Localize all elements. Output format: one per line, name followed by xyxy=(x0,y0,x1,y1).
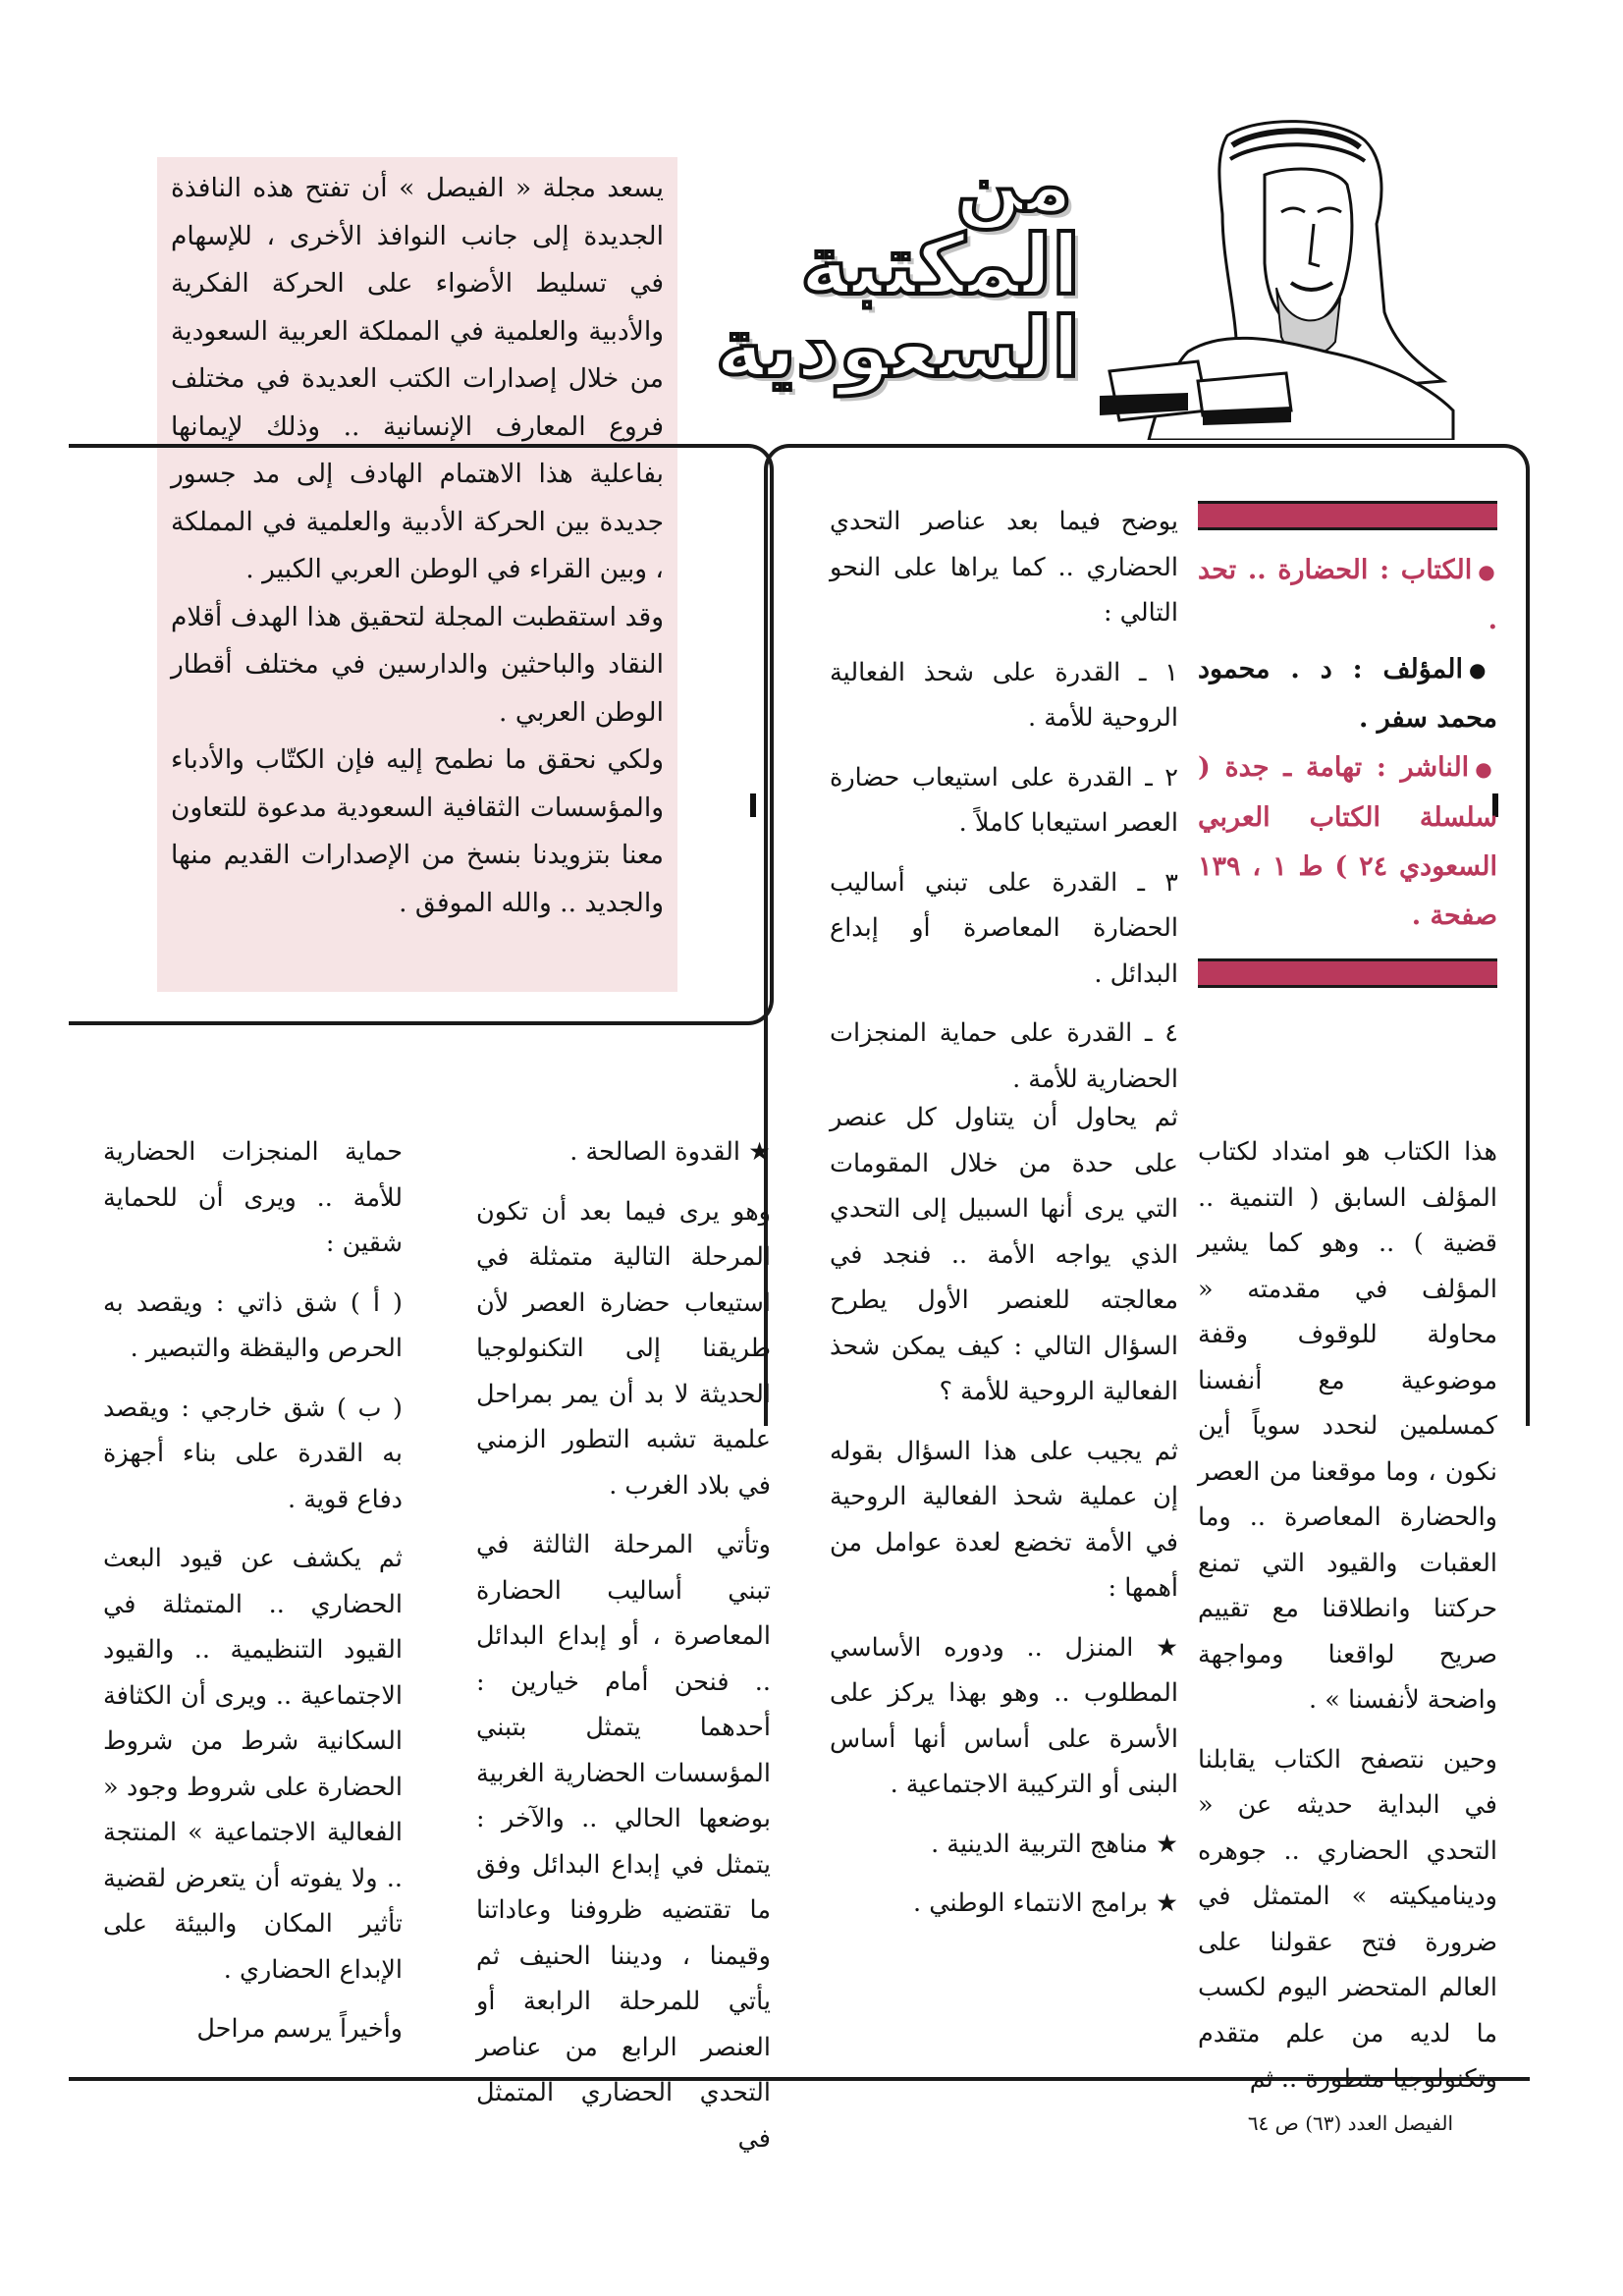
book-info-panel xyxy=(1198,501,1497,1004)
frame-tick xyxy=(750,793,756,817)
note-frame-line xyxy=(69,444,774,1025)
accent-bar-bottom xyxy=(1198,958,1497,988)
editor-note-paragraph: يسعد مجلة « الفيصل » أن تفتح هذه النافذة الجديدة إلى جانب النوافذ الأخرى ، للإسهام في تسليط الأضواء على الحركة الفكرية والأدبية والعلمية في المملكة العربية السعودية من خلال إصدارات الكتب العديدة في مختلف فروع المعارف الإنسانية .. وذلك لإيمانها بفاعلية هذا الاهتمام الهادف إلى مد جسور جديدة بين الحركة الأدبية والعلمية في المملكة ، وبين القراء في الوطن العربي الكبير . xyxy=(171,173,664,584)
book-author-line: ●المؤلف : د . محمود محمد سفر . xyxy=(1198,653,1497,734)
book-publisher-line: ●الناشر : تهامة ـ جدة ( سلسلة الكتاب العربي السعودي ٢٤ ) ط ١ ، ١٣٩ صفحة . xyxy=(1198,752,1497,931)
article-paragraph: ★ مناهج التربية الدينية . xyxy=(931,1829,1178,1859)
accent-bar-top xyxy=(1198,501,1497,530)
section-heading xyxy=(715,141,1080,403)
editor-note-paragraph: ولكي نحقق ما نطمح إليه فإن الكتّاب والأدباء والمؤسسات الثقافية السعودية مدعوة للتعاون معنا بتزويدنا بنسخ من الإصدارات القديم منها والجديد .. والله الموفق . xyxy=(171,744,664,918)
article-column-4 xyxy=(103,1129,403,2066)
heading-line-2: المكتبة xyxy=(799,217,1080,313)
article-paragraph: ★ القدوة الصالحة . xyxy=(569,1137,771,1167)
bullet-icon: ● xyxy=(1475,756,1497,781)
article-paragraph: يوضح فيما بعد عناصر التحدي الحضاري .. كما يراها على النحو التالي : xyxy=(830,507,1178,628)
article-paragraph: ★ المنزل .. ودوره الأساسي المطلوب .. وهو بهذا يركز على الأسرة على أساس أنها أساس البنى أو التركيبة الاجتماعية . xyxy=(830,1632,1178,1799)
article-column-upper xyxy=(830,499,1178,1116)
article-paragraph: هذا الكتاب هو امتداد لكتاب المؤلف السابق ( التنمية .. قضية ) .. وهو كما يشير المؤلف في مقدمته « محاولة للوقوف وقفة موضوعية مع أنفسنا كمسلمين لنحدد سوياً أين نكون ، وما موقعنا من العصر والحضارة المعاصرة .. وما العقبات والقيود التي تمنع حركتنا وانطلاقنا مع تقييم صريح لواقعنا ومواجهة واضحة لأنفسنا » . xyxy=(1198,1137,1497,1715)
book-title-line: ●الكتاب : الحضارة .. تحد . xyxy=(1198,555,1497,635)
portrait-illustration xyxy=(1090,116,1463,440)
article-paragraph: ٢ ـ القدرة على استيعاب حضارة العصر استيعابا كاملاً . xyxy=(830,762,1178,838)
article-paragraph: ثم يكشف عن قيود البعث الحضاري .. المتمثلة في القيود التنظيمية .. والقيود الاجتماعية .. ويرى أن الكثافة السكانية شرط من شروط الحضارة على شروط وجود « الفعالية الاجتماعية » المنتجة .. ولا يفوته أن يتعرض لقضية تأثير المكان والبيئة على الإبداع الحضاري . xyxy=(103,1544,403,1985)
article-paragraph: ٤ ـ القدرة على حماية المنجزات الحضارية للأمة . xyxy=(830,1018,1178,1094)
bullet-icon: ● xyxy=(1469,658,1497,682)
heading-line-1: من xyxy=(955,141,1072,230)
article-paragraph: ثم يحاول أن يتناول كل عنصر على حدة من خلال المقومات التي يرى أنها السبيل إلى التحدي الذي يواجه الأمة .. فنجد في معالجته للعنصر الأول يطرح السؤال التالي : كيف يمكن شحذ الفعالية الروحية للأمة ؟ xyxy=(830,1103,1178,1406)
article-paragraph: حماية المنجزات الحضارية للأمة .. ويرى أن للحماية شقين : xyxy=(103,1137,403,1258)
article-paragraph: ١ ـ القدرة على شحذ الفعالية الروحية للأمة . xyxy=(830,657,1178,733)
article-column-2 xyxy=(830,1095,1178,1941)
article-paragraph: ثم يجيب على هذا السؤال بقوله إن عملية شحذ الفعالية الروحية في الأمة تخضع لعدة عوامل من أهمها : xyxy=(830,1436,1178,1603)
article-paragraph: وتأتي المرحلة الثالثة في تبني أساليب الحضارة المعاصرة ، أو إبداع البدائل .. فنحن أمام خيارين : أحدهما يتمثل بتبني المؤسسات الحضارية الغربية بوضعها الحالي .. والآخر : يتمثل في إبداع البدائل وفق ما تقتضيه ظروفنا وعاداتنا وقيمنا ، وديننا الحنيف ثم يأتي للمرحلة الرابعة أو العنصر الرابع من عناصر التحدي الحضاري المتمثل في xyxy=(476,1530,771,2154)
article-paragraph: ٣ ـ القدرة على تبني أساليب الحضارة المعاصرة أو إبداع البدائل . xyxy=(830,867,1178,989)
bullet-icon: ● xyxy=(1478,559,1497,583)
heading-line-3: السعودية xyxy=(715,300,1080,396)
article-paragraph: ★ برامج الانتماء الوطني . xyxy=(913,1888,1178,1918)
article-paragraph: وأخيراً يرسم مراحل xyxy=(196,2014,403,2044)
editor-note-paragraph: وقد استقطبت المجلة لتحقيق هذا الهدف أقلام النقاد والباحثين والدارسين في مختلف أقطار الوطن العربي . xyxy=(171,601,664,728)
article-paragraph: ( ب ) شق خارجي : ويقصد به القدرة على بناء أجهزة دفاع قوية . xyxy=(103,1393,403,1514)
page-folio: الفيصل العدد (٦٣) ص ٦٤ xyxy=(1247,2111,1453,2135)
article-column-1 xyxy=(1198,1129,1497,2116)
article-paragraph: ( أ ) شق ذاتي : ويقصد به الحرص واليقظة والتبصير . xyxy=(103,1287,403,1363)
article-paragraph: وهو يرى فيما بعد أن تكون المرحلة التالية متمثلة في استيعاب حضارة العصر لأن طريقنا إلى التكنولوجيا الحديثة لا بد أن يمر بمراحل علمية تشبه التطور الزمني في بلاد الغرب . xyxy=(476,1196,771,1501)
article-paragraph: وحين نتصفح الكتاب يقابلنا في البداية حديثه عن « التحدي الحضاري .. جوهره وديناميكيته » المتمثل في ضرورة فتح عقولنا على العالم المتحضر اليوم لكسب ما لديه من علم متقدم وتكنولوجيا متطورة .. ثم xyxy=(1198,1744,1497,2094)
article-column-3 xyxy=(476,1129,771,2175)
